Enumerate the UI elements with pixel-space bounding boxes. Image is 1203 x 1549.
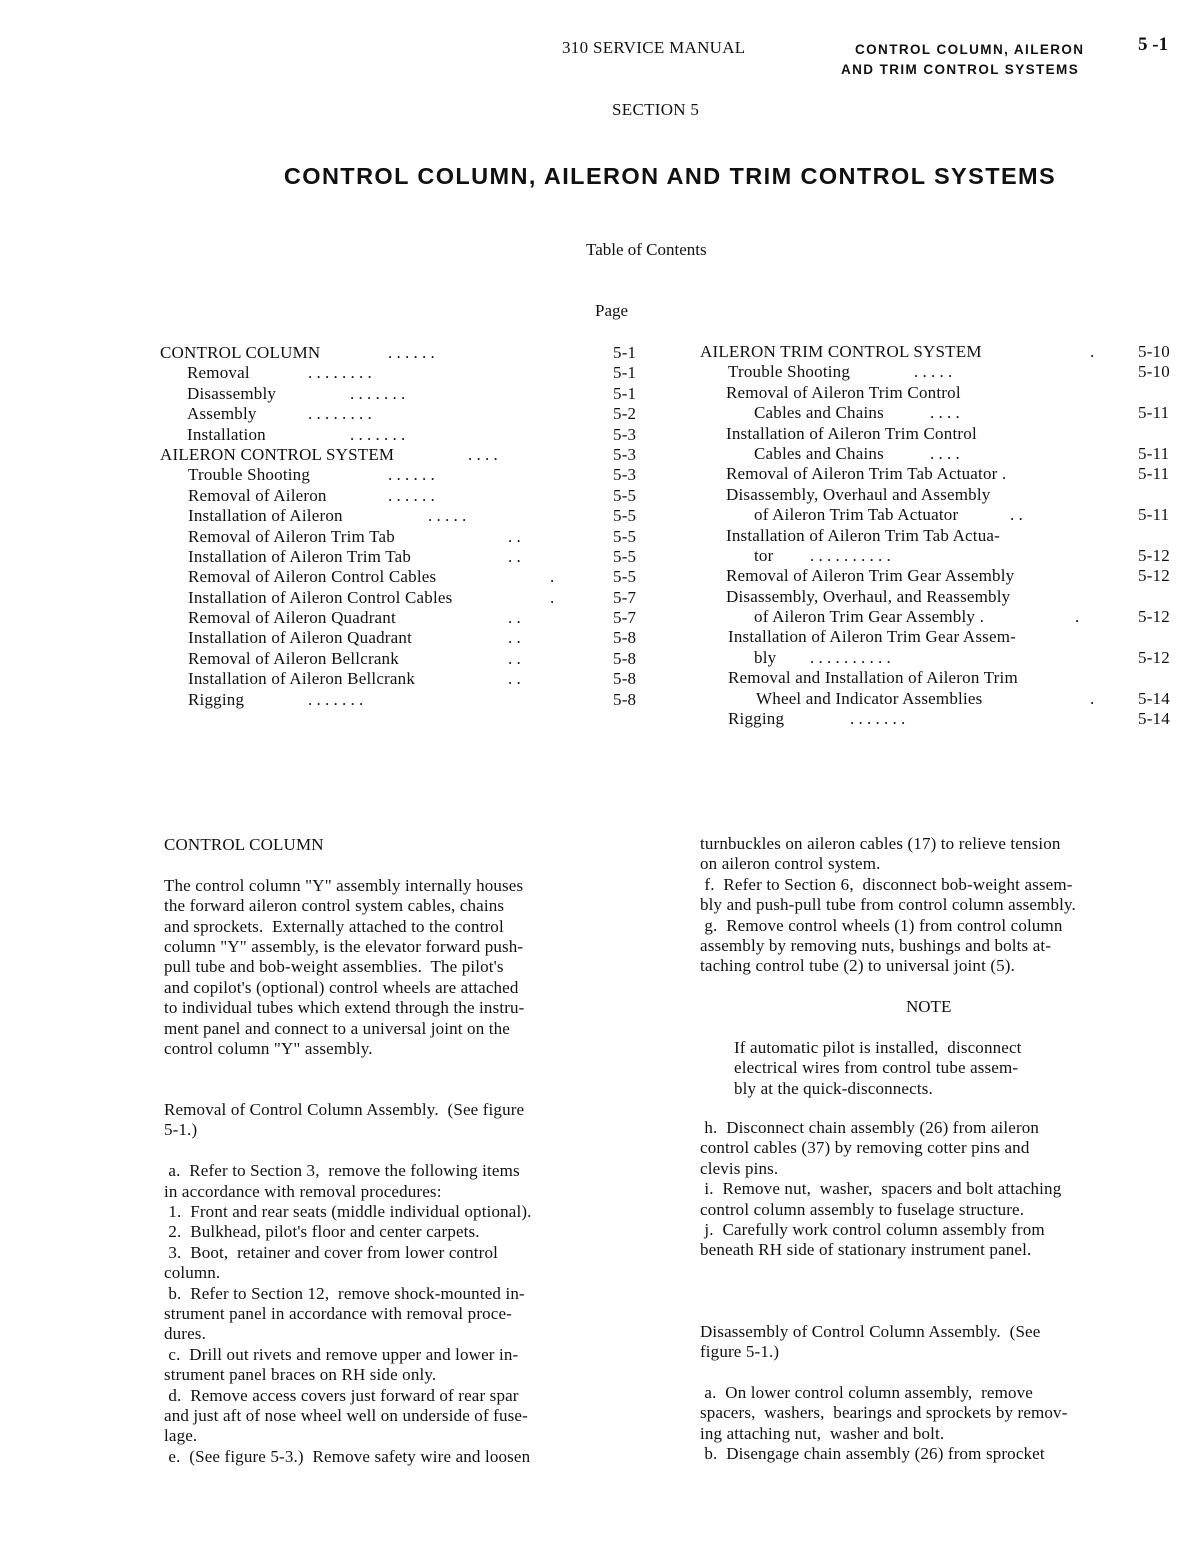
toc-entry-leader: . . . . . . (388, 465, 435, 485)
toc-entry (700, 403, 1190, 423)
toc-entry-title: Removal of Aileron Control Cables (188, 567, 437, 587)
body-text-line: a. On lower control column assembly, remove (700, 1383, 1033, 1403)
toc-entry-page: 5-11 (1138, 443, 1170, 463)
toc-entry (160, 649, 660, 669)
toc-entry (700, 709, 1190, 729)
body-text-line (164, 1059, 532, 1079)
toc-entry (160, 384, 660, 404)
toc-entry (160, 343, 660, 363)
toc-entry-leader: . . . . (930, 403, 960, 423)
toc-entry-title: Disassembly, Overhaul and Assembly (726, 484, 991, 504)
toc-entry-leader: . . . . . . . . (308, 404, 372, 424)
toc-entry-title: Cables and Chains (754, 403, 884, 423)
body-text-line: assembly by removing nuts, bushings and bolts at- (700, 935, 1052, 955)
body-text-line (164, 1080, 532, 1100)
body-text-line: a. Refer to Section 3, remove the following items (164, 1161, 520, 1181)
toc-entry-title: tor (754, 545, 774, 565)
toc-entry-page: 5-14 (1138, 709, 1170, 729)
body-text-line: g. Remove control wheels (1) from control column (700, 915, 1063, 935)
body-text-line: 1. Front and rear seats (middle individual optional). (164, 1202, 532, 1222)
running-head-line1: CONTROL COLUMN, AILERON (855, 42, 1085, 57)
body-text-line (164, 855, 532, 875)
toc-entry-page: 5-3 (613, 444, 637, 464)
running-head-line2: AND TRIM CONTROL SYSTEMS (841, 62, 1080, 77)
toc-entry (160, 588, 660, 608)
page-title: CONTROL COLUMN, AILERON AND TRIM CONTROL SYSTEMS (283, 163, 1057, 189)
body-text-line: ment panel and connect to a universal joint on the (164, 1018, 510, 1038)
body-text-line: column. (164, 1263, 221, 1283)
toc-entry-title: Trouble Shooting (188, 465, 311, 485)
toc-entry (160, 486, 660, 506)
body-text-line: figure 5-1.) (700, 1342, 780, 1362)
toc-entry-leader: . . (508, 648, 521, 668)
toc-entry (160, 690, 660, 710)
body-text-line: 3. Boot, retainer and cover from lower control (164, 1242, 499, 1262)
toc-entry-title: Removal of Aileron (188, 485, 327, 505)
toc-entry-title: Installation of Aileron Trim Tab (188, 546, 412, 566)
toc-entry-title: of Aileron Trim Tab Actuator (754, 505, 959, 525)
body-text-line: pull tube and bob-weight assemblies. The pilot's (164, 957, 504, 977)
note-text-line: bly at the quick-disconnects. (734, 1078, 933, 1098)
body-text-line: b. Disengage chain assembly (26) from sprocket (700, 1444, 1045, 1464)
toc-entry-title: AILERON CONTROL SYSTEM (160, 444, 395, 464)
toc-entry-title: Removal of Aileron Trim Tab (188, 526, 395, 546)
toc-left-column (160, 343, 660, 710)
body-right-column (700, 834, 1076, 977)
body-text-line: control cables (37) by removing cotter pins and (700, 1138, 1030, 1158)
body-text-line: in accordance with removal procedures: (164, 1181, 442, 1201)
toc-entry-leader: . . (508, 526, 521, 546)
toc-entry-page: 5-8 (613, 689, 637, 709)
toc-entry-title: Removal of Aileron Trim Control (726, 382, 961, 402)
body-text-line: b. Refer to Section 12, remove shock-mounted in- (164, 1283, 525, 1303)
toc-entry-page: 5-8 (613, 648, 637, 668)
toc-entry-page: 5-5 (613, 485, 637, 505)
body-text-line: and just aft of nose wheel well on underside of fuse- (164, 1405, 528, 1425)
body-text-line: h. Disconnect chain assembly (26) from aileron (700, 1118, 1040, 1137)
body-text-line: beneath RH side of stationary instrument panel. (700, 1240, 1032, 1260)
toc-entry-title: Assembly (187, 404, 257, 424)
note-text-line: electrical wires from control tube assem- (734, 1058, 1019, 1078)
toc-entry-title: Installation of Aileron Trim Control (726, 423, 977, 443)
toc-entry-page: 5-2 (613, 404, 637, 424)
toc-entry (160, 425, 660, 445)
body-left-column (164, 835, 532, 1467)
page-number: 5 -1 (1138, 34, 1169, 55)
body-text-line: Removal of Control Column Assembly. (See figure (164, 1100, 525, 1120)
body-text-line: dures. (164, 1324, 206, 1344)
toc-entry (700, 627, 1190, 647)
toc-entry (160, 404, 660, 424)
toc-entry-page: 5-11 (1138, 505, 1170, 525)
body-text-line: ing attaching nut, washer and bolt. (700, 1423, 945, 1443)
toc-entry-leader: . (1090, 688, 1095, 708)
body-right-column-continued (700, 1118, 1068, 1465)
body-text-line: f. Refer to Section 6, disconnect bob-weight assem- (700, 874, 1073, 894)
body-text-line: control column "Y" assembly. (164, 1038, 373, 1058)
body-text-line: c. Drill out rivets and remove upper and lower in- (164, 1344, 519, 1364)
toc-entry-page: 5-10 (1138, 342, 1170, 361)
toc-entry-title: Installation (187, 424, 266, 444)
toc-entry-leader: . . . . . . . (308, 689, 364, 709)
toc-entry (700, 648, 1190, 668)
toc-entry-page: 5-10 (1138, 362, 1170, 382)
toc-entry-page: 5-8 (613, 628, 637, 648)
note-text-line: If automatic pilot is installed, disconnect (734, 1038, 1022, 1057)
toc-entry-page: 5-5 (613, 526, 637, 546)
toc-entry (700, 444, 1190, 464)
toc-entry-title: Installation of Aileron (188, 506, 343, 526)
body-text-line: and sprockets. Externally attached to the control (164, 916, 504, 936)
body-text-line: strument panel braces on RH side only. (164, 1365, 437, 1385)
body-text-line (164, 1141, 532, 1161)
toc-entry-title: Cables and Chains (754, 443, 884, 463)
toc-entry (700, 485, 1190, 505)
toc-entry-leader: . . . . . . . . . . (810, 647, 891, 667)
toc-entry-title: of Aileron Trim Gear Assembly . (754, 607, 985, 627)
toc-entry-page: 5-3 (613, 424, 637, 444)
body-text-line: spacers, washers, bearings and sprockets by remov- (700, 1403, 1068, 1423)
toc-entry-title: Removal of Aileron Bellcrank (188, 648, 399, 668)
toc-entry-title: Removal (187, 363, 250, 383)
toc-entry (160, 547, 660, 567)
toc-entry-leader: . . . . . . . . . . (810, 545, 891, 565)
body-text-line: CONTROL COLUMN (164, 835, 324, 854)
toc-entry-page: 5-14 (1138, 688, 1170, 708)
body-text-line: turnbuckles on aileron cables (17) to relieve tension (700, 834, 1061, 853)
toc-entry-leader: . . (1010, 505, 1023, 525)
toc-entry-leader: . . . . . (428, 506, 467, 526)
note-body (734, 1038, 1022, 1099)
toc-entry-title: Trouble Shooting (728, 362, 851, 382)
toc-entry (700, 607, 1190, 627)
toc-entry-title: AILERON TRIM CONTROL SYSTEM (700, 342, 982, 361)
body-text-line: j. Carefully work control column assembly from (700, 1219, 1045, 1239)
toc-entry-title: Rigging (728, 709, 785, 729)
toc-entry (160, 363, 660, 383)
toc-entry-page: 5-12 (1138, 566, 1170, 586)
toc-entry-title: CONTROL COLUMN (160, 343, 321, 362)
toc-entry-page: 5-1 (613, 363, 637, 383)
toc-entry-leader: . . . . . . . . (308, 363, 372, 383)
body-text-line: control column assembly to fuselage structure. (700, 1199, 1025, 1219)
toc-entry (160, 445, 660, 465)
toc-entry-page: 5-7 (613, 608, 637, 628)
toc-entry (160, 669, 660, 689)
toc-entry-title: Removal of Aileron Quadrant (188, 608, 396, 628)
toc-entry-page: 5-5 (613, 506, 637, 526)
toc-entry (700, 566, 1190, 586)
toc-entry-title: Wheel and Indicator Assemblies (756, 688, 983, 708)
toc-entry-page: 5-8 (613, 669, 637, 689)
toc-entry-leader: . . . . . . . (350, 383, 406, 403)
toc-entry-title: Installation of Aileron Trim Tab Actua- (726, 525, 1001, 545)
toc-entry-leader: . . (508, 628, 521, 648)
body-text-line: to individual tubes which extend through the instru- (164, 998, 525, 1018)
toc-entry (160, 608, 660, 628)
toc-entry-page: 5-11 (1138, 464, 1170, 484)
body-text-line: bly and push-pull tube from control column assembly. (700, 895, 1076, 915)
toc-entry-leader: . . . . (468, 444, 498, 464)
toc-entry-title: Installation of Aileron Bellcrank (188, 669, 416, 689)
toc-entry-title: Disassembly, Overhaul, and Reassembly (726, 586, 1011, 606)
toc-entry-leader: . . . . . . . (350, 424, 406, 444)
body-text-line: The control column "Y" assembly internally houses (164, 875, 524, 895)
toc-entry (700, 689, 1190, 709)
toc-entry-title: Removal of Aileron Trim Gear Assembly (726, 566, 1015, 586)
toc-entry-page: 5-3 (613, 465, 637, 485)
body-text-line: the forward aileron control system cables, chains (164, 896, 505, 916)
toc-entry (700, 383, 1190, 403)
toc-entry-leader: . . . . . (914, 362, 953, 382)
body-text-line: column "Y" assembly, is the elevator forward push- (164, 936, 524, 956)
toc-entry-title: Installation of Aileron Control Cables (188, 587, 453, 607)
toc-entry-leader: . . (508, 608, 521, 628)
toc-entry-page: 5-11 (1138, 403, 1170, 423)
toc-entry-page: 5-1 (613, 343, 637, 362)
toc-entry (160, 465, 660, 485)
toc-entry-leader: . . (508, 546, 521, 566)
body-text-line: 2. Bulkhead, pilot's floor and center carpets. (164, 1222, 480, 1242)
toc-entry-page: 5-12 (1138, 647, 1170, 667)
toc-entry-title: Rigging (188, 689, 245, 709)
toc-entry-leader: . . (508, 669, 521, 689)
toc-entry-title: bly (754, 647, 777, 667)
body-text-line: d. Remove access covers just forward of rear spar (164, 1385, 519, 1405)
body-text-line: strument panel in accordance with removal proce- (164, 1303, 512, 1323)
toc-entry-title: Removal and Installation of Aileron Trim (728, 668, 1018, 688)
body-text-line: 5-1.) (164, 1120, 198, 1140)
body-text-line (700, 1261, 1068, 1281)
body-text-line: taching control tube (2) to universal joint (5). (700, 956, 1016, 976)
toc-entry (700, 526, 1190, 546)
note-label: NOTE (906, 997, 952, 1016)
body-text-line: i. Remove nut, washer, spacers and bolt attaching (700, 1179, 1062, 1199)
body-text-line (700, 1302, 1068, 1322)
toc-entry-leader: . . . . . . (388, 485, 435, 505)
toc-entry (160, 506, 660, 526)
toc-entry-leader: . (550, 587, 555, 607)
toc-entry-page: 5-12 (1138, 545, 1170, 565)
body-text-line (700, 1363, 1068, 1383)
section-label: SECTION 5 (612, 100, 700, 119)
toc-right-column (700, 342, 1190, 729)
toc-entry-page: 5-7 (613, 587, 637, 607)
body-text-line: Disassembly of Control Column Assembly. (See (700, 1321, 1041, 1341)
toc-page-header: Page (595, 301, 629, 320)
toc-entry-leader: . . . . (930, 443, 960, 463)
toc-entry (700, 668, 1190, 688)
body-text-line: e. (See figure 5-3.) Remove safety wire and loosen (164, 1446, 531, 1466)
toc-entry-page: 5-1 (613, 383, 637, 403)
toc-entry-title: Disassembly (187, 383, 277, 403)
toc-entry-leader: . . . . . . (388, 343, 435, 362)
toc-entry-title: Removal of Aileron Trim Tab Actuator . (726, 464, 1007, 484)
toc-entry (700, 587, 1190, 607)
toc-entry-leader: . (1075, 607, 1080, 627)
toc-entry (700, 464, 1190, 484)
toc-entry-leader: . . . . . . . (850, 709, 906, 729)
toc-entry-page: 5-5 (613, 546, 637, 566)
body-text-line: clevis pins. (700, 1158, 779, 1178)
body-text-line: on aileron control system. (700, 854, 881, 874)
toc-entry-title: Installation of Aileron Trim Gear Assem- (728, 627, 1017, 647)
toc-entry-page: 5-12 (1138, 607, 1170, 627)
toc-entry (700, 424, 1190, 444)
body-text-line: lage. (164, 1426, 198, 1446)
toc-entry (700, 362, 1190, 382)
toc-entry-title: Installation of Aileron Quadrant (188, 628, 413, 648)
toc-entry-page: 5-5 (613, 567, 637, 587)
toc-entry-leader: . (1090, 342, 1095, 361)
toc-entry (700, 546, 1190, 566)
manual-title: 310 SERVICE MANUAL (562, 38, 746, 57)
toc-title: Table of Contents (586, 240, 707, 259)
toc-entry (700, 505, 1190, 525)
toc-entry (700, 342, 1190, 362)
body-text-line: and copilot's (optional) control wheels are attached (164, 977, 519, 997)
body-text-line (700, 1281, 1068, 1301)
toc-entry (160, 527, 660, 547)
toc-entry-leader: . (550, 567, 555, 587)
toc-entry (160, 567, 660, 587)
toc-entry (160, 628, 660, 648)
